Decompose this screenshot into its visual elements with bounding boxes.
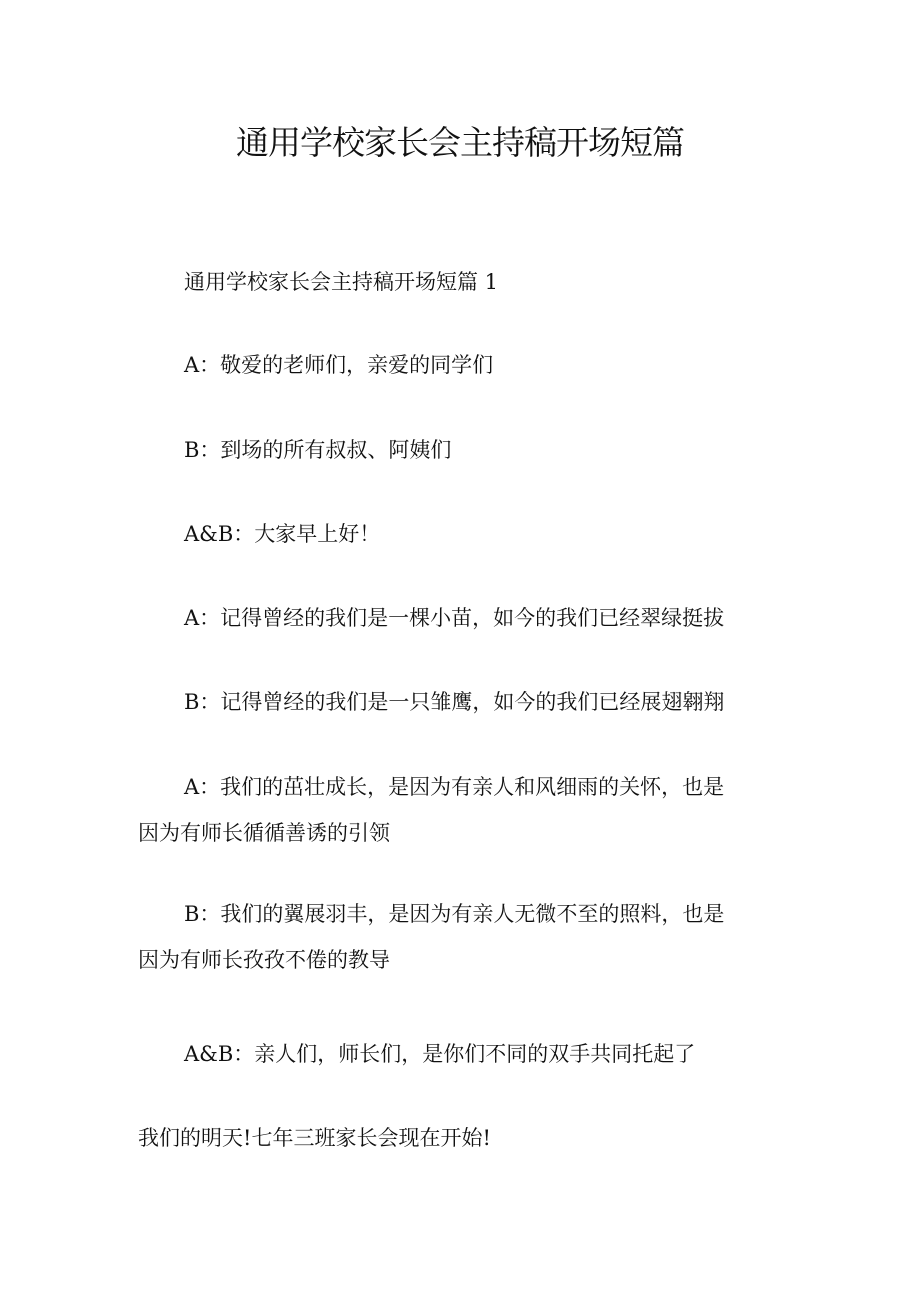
- dialogue-line: B：到场的所有叔叔、阿姨们: [184, 438, 452, 462]
- dialogue-line: A：我们的茁壮成长，是因为有亲人和风细雨的关怀，也是: [184, 775, 725, 799]
- dialogue-line: A&B：大家早上好！: [184, 522, 381, 546]
- dialogue-line-continuation: 因为有师长孜孜不倦的教导: [138, 948, 390, 972]
- dialogue-line: B：我们的翼展羽丰，是因为有亲人无微不至的照料，也是: [184, 902, 725, 926]
- dialogue-line: A&B：亲人们，师长们，是你们不同的双手共同托起了: [184, 1042, 696, 1066]
- section-heading: 通用学校家长会主持稿开场短篇 1: [184, 270, 499, 294]
- closing-line: 我们的明天!七年三班家长会现在开始!: [138, 1126, 491, 1150]
- dialogue-line: B：记得曾经的我们是一只雏鹰，如今的我们已经展翅翱翔: [184, 690, 725, 714]
- document-title: 通用学校家长会主持稿开场短篇: [236, 123, 684, 162]
- dialogue-line: A：记得曾经的我们是一棵小苗，如今的我们已经翠绿挺拔: [184, 606, 725, 630]
- dialogue-line: A：敬爱的老师们，亲爱的同学们: [184, 353, 494, 377]
- dialogue-line-continuation: 因为有师长循循善诱的引领: [138, 821, 390, 845]
